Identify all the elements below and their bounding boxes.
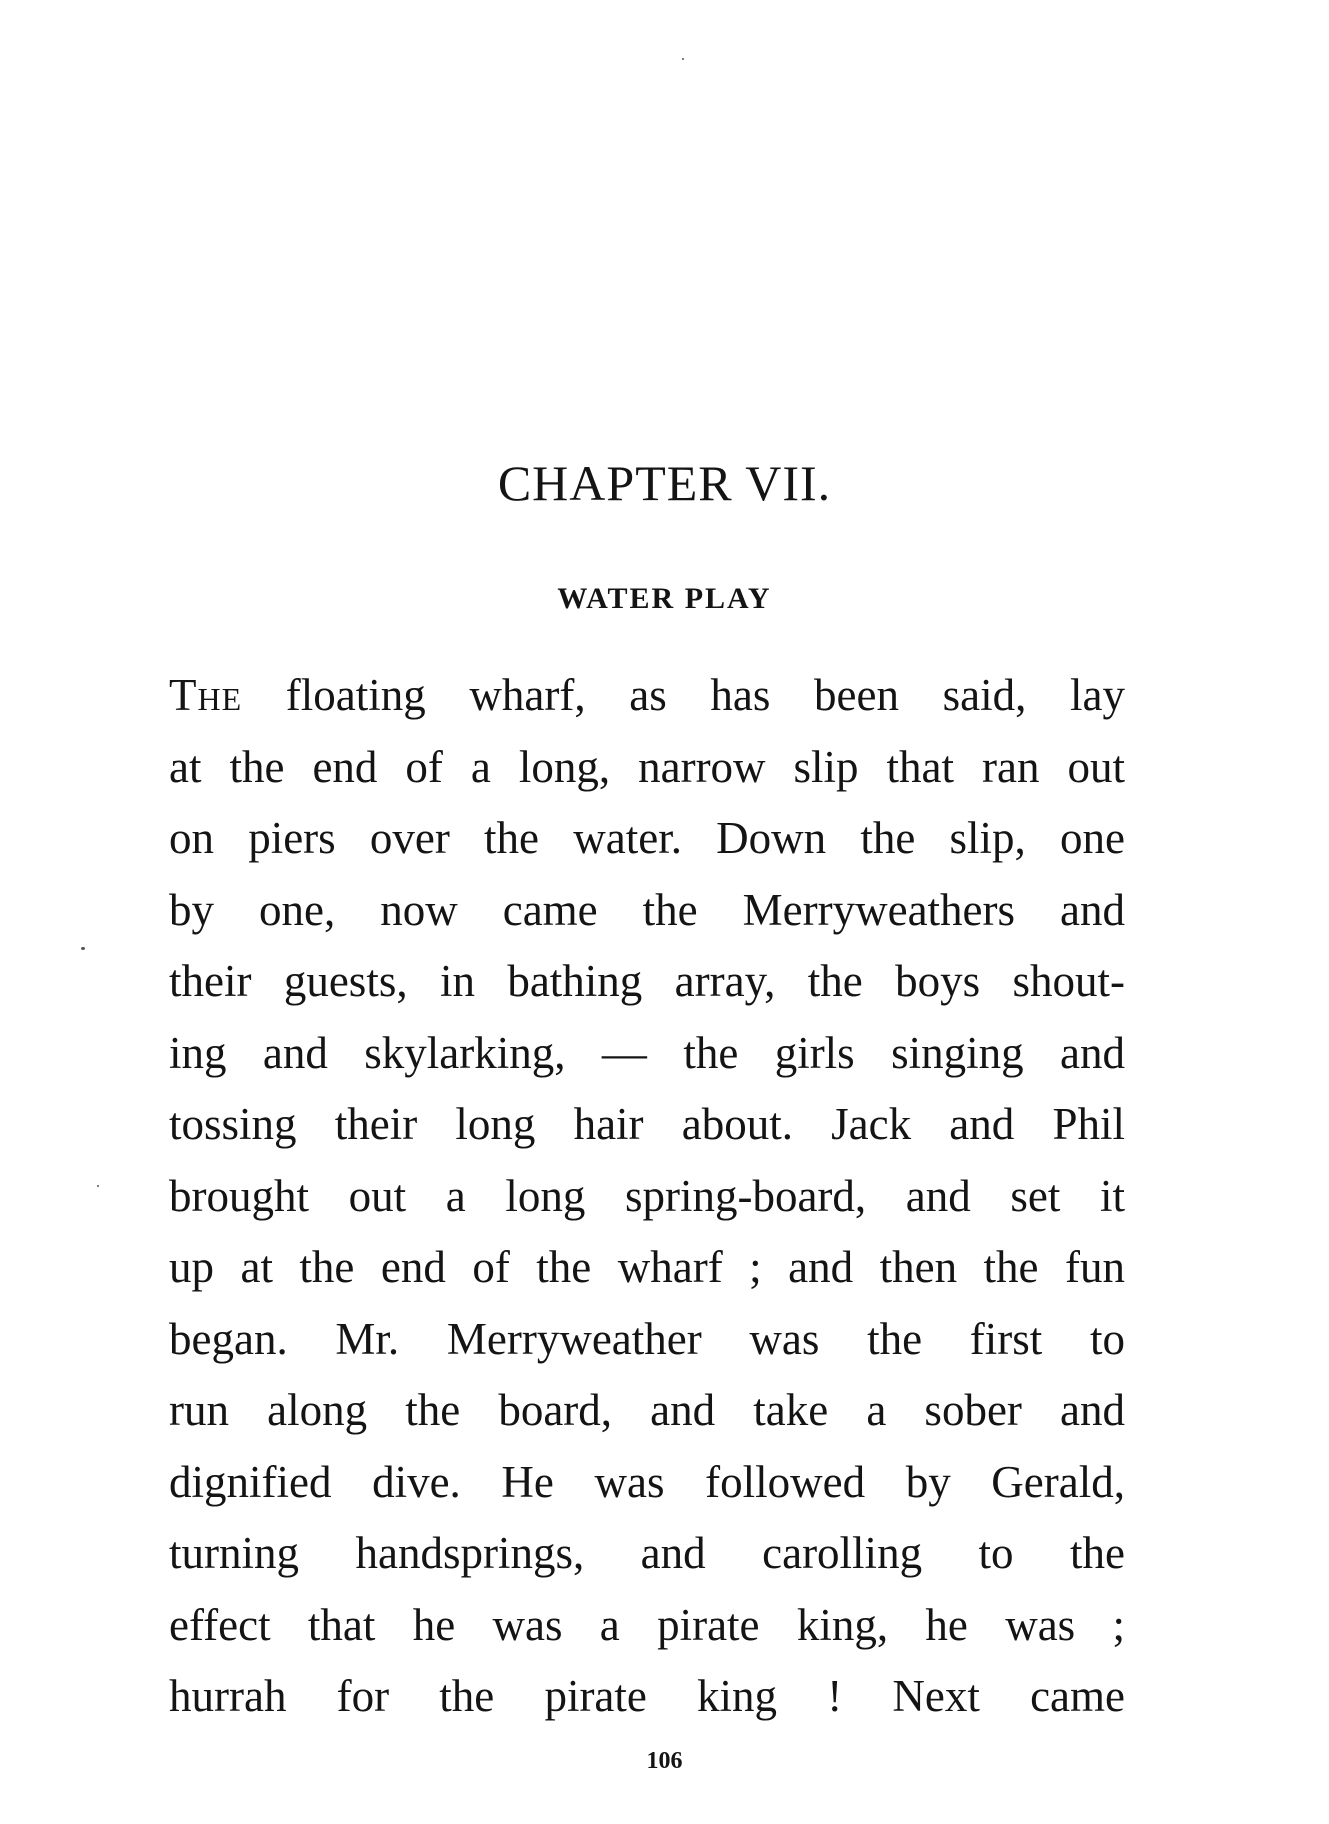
text-line-3: on piers over the water. Down the slip, one: [169, 813, 1125, 863]
text-line-14: effect that he was a pirate king, he was ;: [169, 1599, 1125, 1650]
text-line-12: dignified dive. He was followed by Gerald,: [169, 1456, 1125, 1507]
text-line-2: at the end of a long, narrow slip that ran out: [169, 741, 1125, 792]
scan-speck: [682, 58, 684, 60]
chapter-title: CHAPTER VII.: [497, 455, 832, 511]
text-line-8: brought out a long spring-board, and set it: [169, 1170, 1125, 1221]
text-line-10: began. Mr. Merryweather was the first to: [169, 1313, 1125, 1364]
text-line-13: turning handsprings, and carolling to the: [169, 1528, 1125, 1578]
text-line-1-rest: floating wharf, as has been said, lay: [242, 670, 1125, 720]
text-line-9: up at the end of the wharf ; and then the fun: [169, 1242, 1125, 1292]
text-line-11: run along the board, and take a sober and: [169, 1385, 1125, 1435]
body-paragraph: [169, 670, 1125, 1743]
scan-speck: [81, 947, 85, 950]
scan-speck: [97, 1185, 99, 1187]
text-line-5: their guests, in bathing array, the boys shout-: [169, 956, 1125, 1006]
text-line-15: hurrah for the pirate king ! Next came: [169, 1671, 1125, 1721]
text-line-6: ing and skylarking, — the girls singing and: [169, 1027, 1125, 1078]
text-line-1: [169, 670, 1125, 742]
text-line-7: tossing their long hair about. Jack and Phil: [169, 1099, 1125, 1149]
text-line-4: by one, now came the Merryweathers and: [169, 884, 1125, 935]
page-number: 106: [646, 1748, 683, 1774]
chapter-subtitle: WATER PLAY: [557, 582, 772, 615]
lead-word: The: [169, 670, 243, 720]
